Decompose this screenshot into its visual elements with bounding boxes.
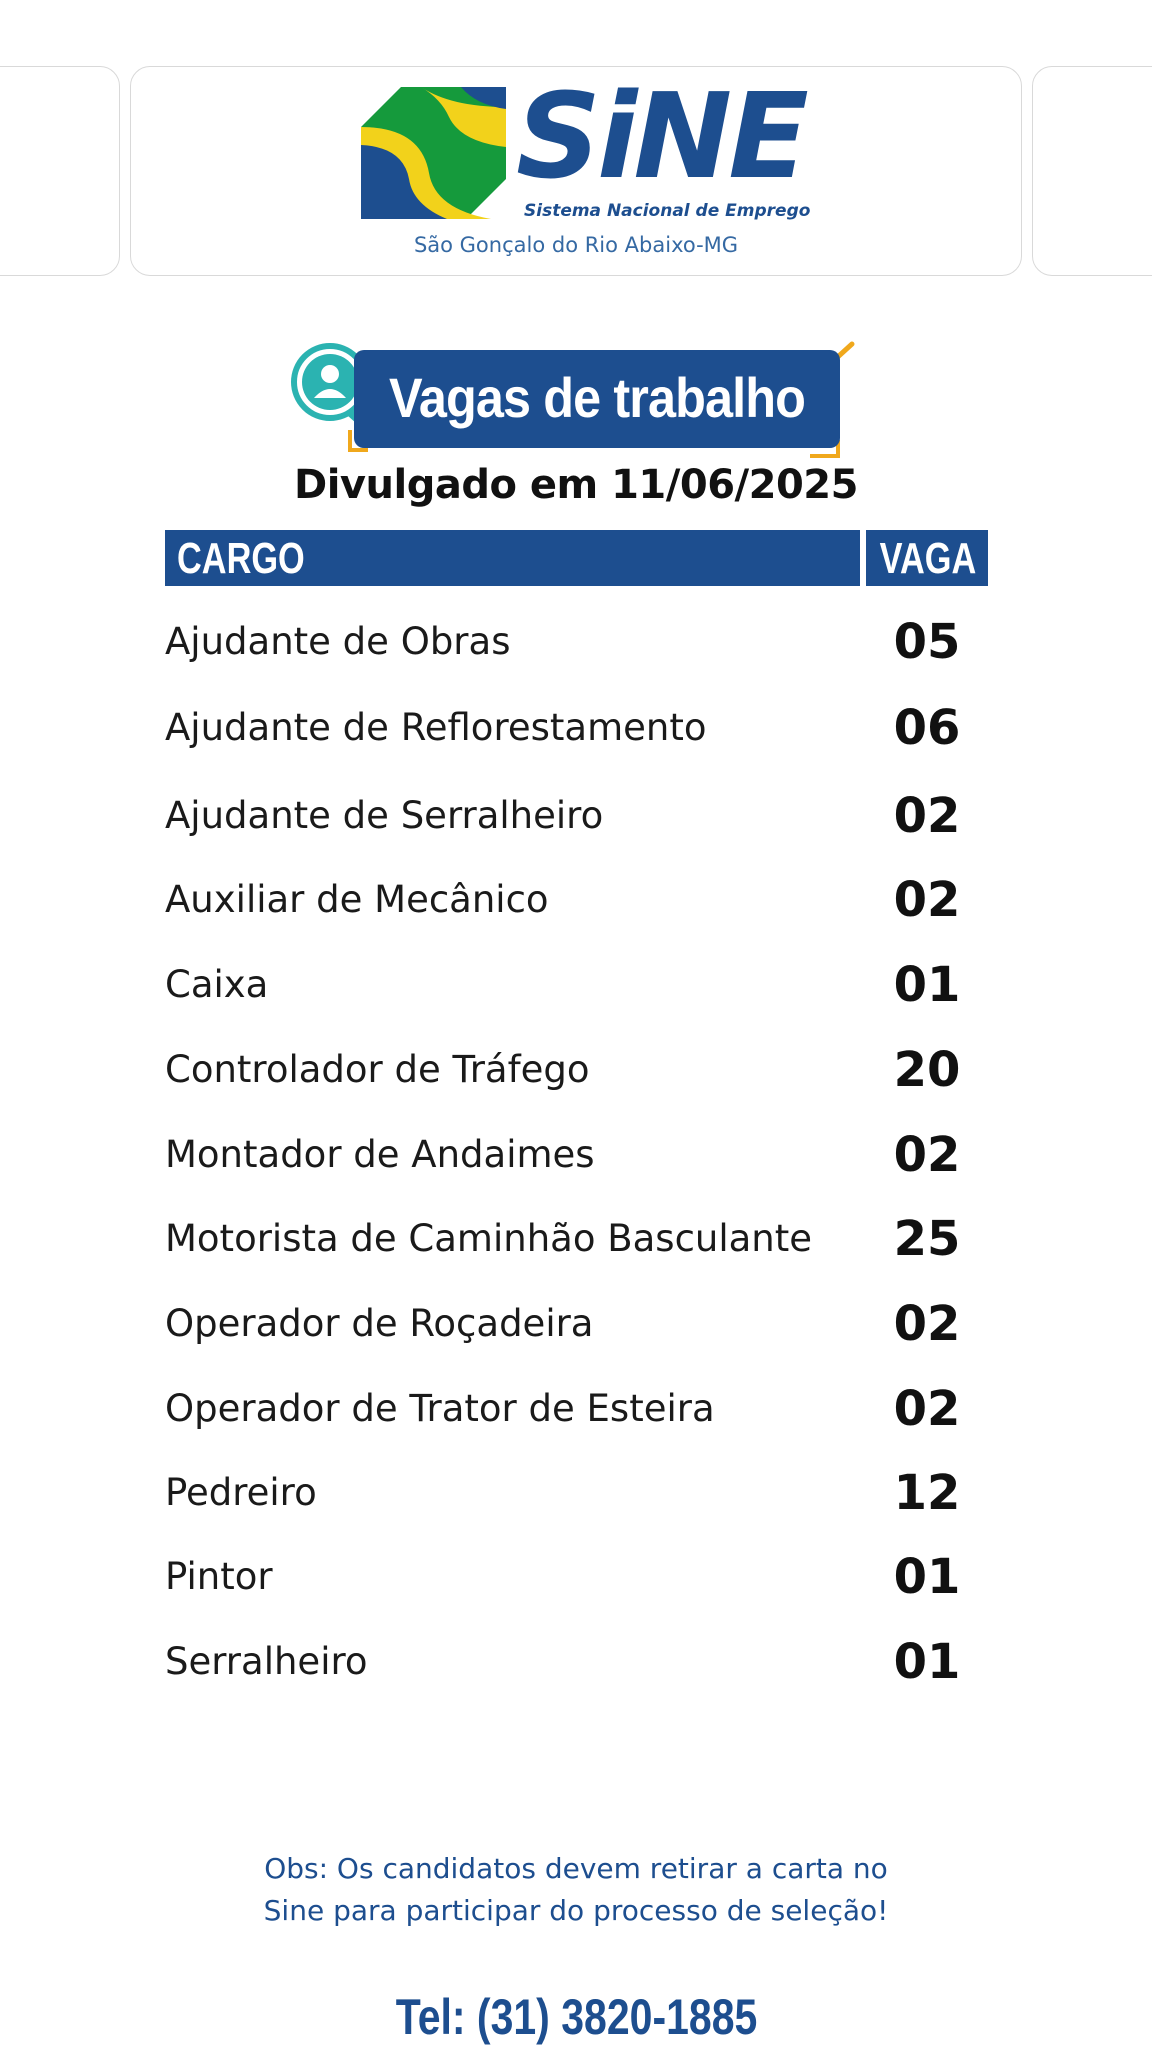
vaga-cell: 25 [893, 1211, 961, 1267]
table-row [0, 1463, 1152, 1523]
vaga-cell: 02 [893, 1296, 961, 1352]
table-row [0, 786, 1152, 846]
vaga-cell: 01 [893, 1634, 961, 1690]
cargo-cell: Motorista de Caminhão Basculante [165, 1217, 813, 1260]
vaga-cell: 02 [893, 1127, 961, 1183]
column-header-vaga-label: VAGA [879, 534, 977, 583]
table-row [0, 1632, 1152, 1692]
cargo-cell: Controlador de Tráfego [165, 1048, 590, 1091]
phone-number [0, 1988, 1152, 2046]
table-row [0, 955, 1152, 1015]
table-row [0, 1209, 1152, 1269]
vaga-cell: 02 [893, 788, 961, 844]
release-date: Divulgado em 11/06/2025 [294, 462, 858, 508]
vaga-cell: 02 [893, 872, 961, 928]
table-row [0, 698, 1152, 758]
vaga-cell: 01 [893, 1549, 961, 1605]
cargo-cell: Auxiliar de Mecânico [165, 878, 549, 921]
observation-line-1: Obs: Os candidatos devem retirar a carta no [264, 1852, 888, 1885]
table-row [0, 1379, 1152, 1439]
cargo-cell: Ajudante de Reflorestamento [165, 706, 707, 749]
table-row [0, 1125, 1152, 1185]
cargo-cell: Operador de Trator de Esteira [165, 1387, 715, 1430]
table-row [0, 870, 1152, 930]
cargo-cell: Serralheiro [165, 1640, 368, 1683]
logo-subtitle: Sistema Nacional de Emprego [524, 201, 811, 221]
cargo-cell: Ajudante de Obras [165, 620, 511, 663]
table-row [0, 1547, 1152, 1607]
vaga-cell: 02 [893, 1381, 961, 1437]
city-label: São Gonçalo do Rio Abaixo-MG [413, 233, 739, 257]
vaga-cell: 05 [893, 614, 961, 670]
table-row [0, 1294, 1152, 1354]
observation-note [0, 1848, 1152, 1932]
vaga-cell: 06 [893, 700, 961, 756]
table-row [0, 1040, 1152, 1100]
vaga-cell: 20 [893, 1042, 961, 1098]
cargo-cell: Caixa [165, 963, 269, 1006]
observation-line-2: Sine para participar do processo de seleção! [263, 1894, 889, 1927]
cargo-cell: Pedreiro [165, 1471, 317, 1514]
logo-wordmark: SiNE [516, 67, 805, 205]
table-row [0, 612, 1152, 672]
vaga-cell: 12 [893, 1465, 961, 1521]
cargo-cell: Operador de Roçadeira [165, 1302, 594, 1345]
cargo-cell: Pintor [165, 1555, 273, 1598]
phone-number-text: Tel: (31) 3820-1885 [395, 1989, 757, 2045]
banner-title: Vagas de trabalho [388, 366, 806, 429]
cargo-cell: Ajudante de Serralheiro [165, 794, 604, 837]
vaga-cell: 01 [893, 957, 961, 1013]
cargo-cell: Montador de Andaimes [165, 1133, 595, 1176]
column-header-cargo-label: CARGO [177, 534, 305, 583]
